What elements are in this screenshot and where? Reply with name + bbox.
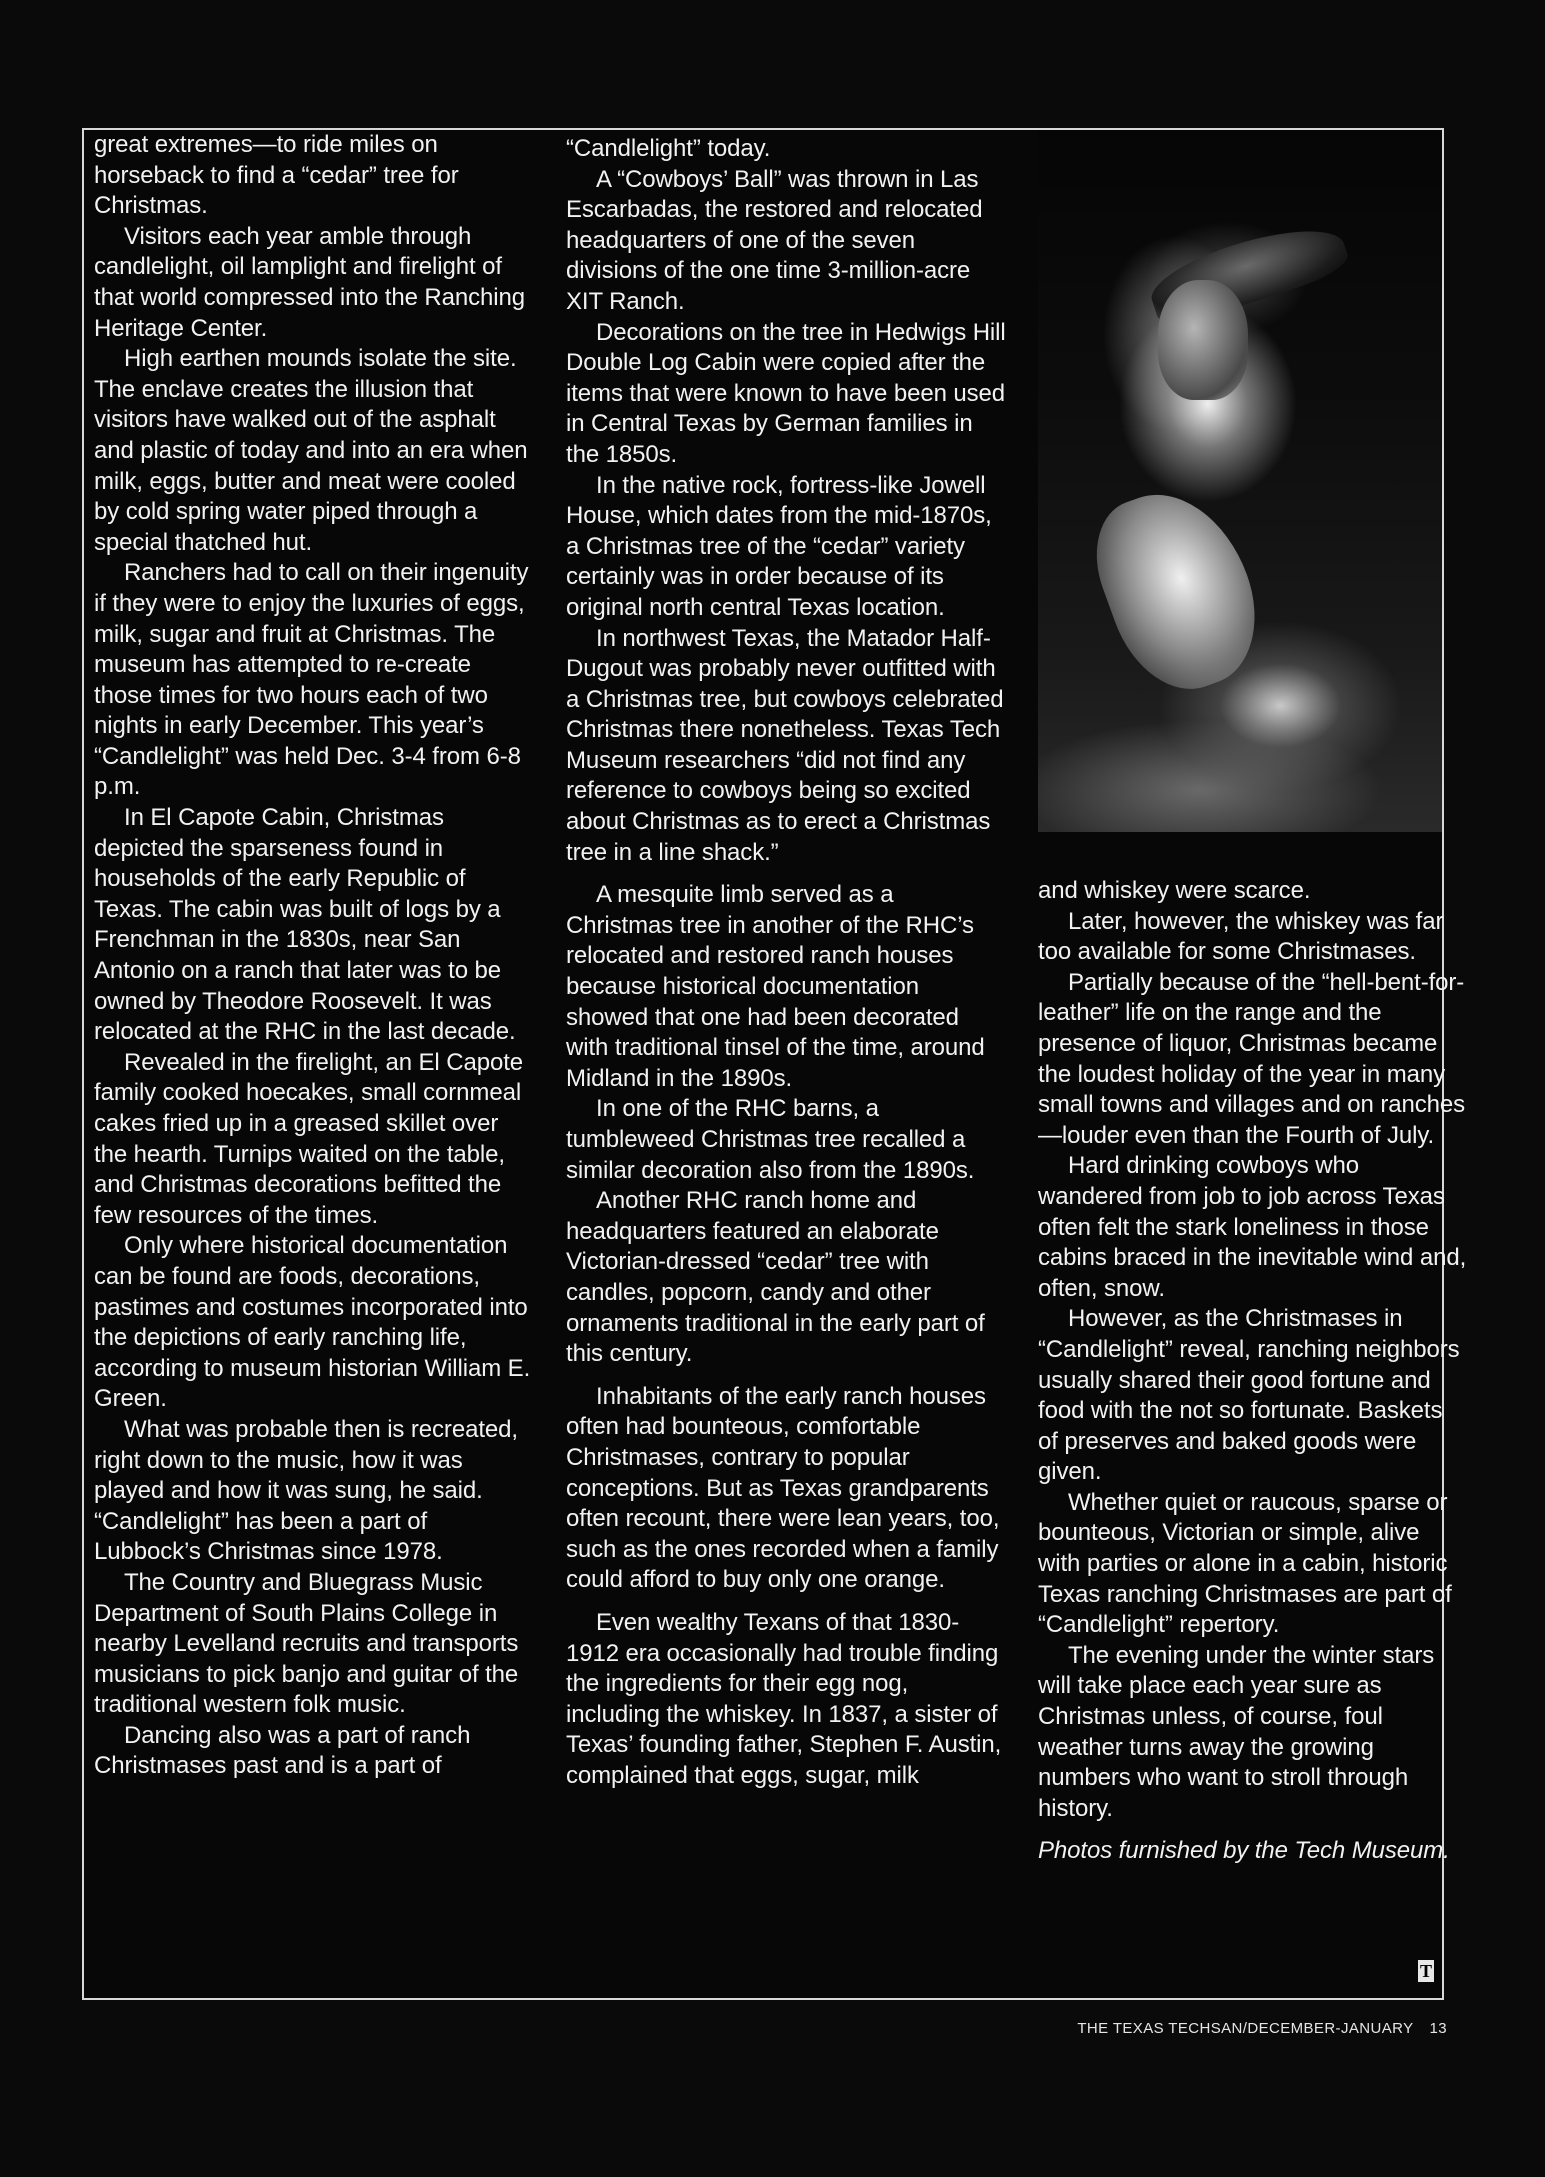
paragraph: Whether quiet or raucous, sparse or bounteous, Victorian or simple, alive with parties or alone in a cabin, historic Texas ranching Christmases are part of “Candlelight” repertory. bbox=[1038, 1488, 1452, 1639]
paragraph: great extremes—to ride miles on horseback to find a “cedar” tree for Christmas. bbox=[94, 131, 459, 220]
article-column-1 bbox=[94, 130, 534, 1782]
article-column-2 bbox=[566, 134, 1006, 1791]
publication-name: THE TEXAS TECHSAN/DECEMBER-JANUARY bbox=[1077, 2020, 1414, 2037]
paragraph: A “Cowboys’ Ball” was thrown in Las Escarbadas, the restored and relocated headquarters of one of the seven divisions of the one time 3-million-acre XIT Ranch. bbox=[566, 165, 983, 315]
paragraph: Even wealthy Texans of that 1830-1912 era occasionally had trouble finding the ingredients for their egg nog, including the whiskey. In 1837, a sister of Texas’ founding father, Stephen F. Austin, complained that eggs, sugar, milk bbox=[566, 1608, 1002, 1789]
paragraph: The evening under the winter stars will take place each year sure as Christmas unless, of course, foul weather turns away the growing numbers who want to stroll through history. bbox=[1038, 1641, 1435, 1822]
paragraph: Ranchers had to call on their ingenuity if they were to enjoy the luxuries of eggs, milk, sugar and fruit at Christmas. The museum has attempted to re-create those times for two hours each of two nights in early December. This year’s “Candlelight” was held Dec. 3-4 from 6-8 p.m. bbox=[94, 559, 529, 801]
paragraph: Decorations on the tree in Hedwigs Hill Double Log Cabin were copied after the items that were known to have been used in Central Texas by German families in the 1850s. bbox=[566, 318, 1006, 468]
paragraph: In one of the RHC barns, a tumbleweed Christmas tree recalled a similar decoration also from the 1890s. bbox=[566, 1095, 975, 1184]
face-shape bbox=[1158, 280, 1248, 400]
paragraph: In the native rock, fortress-like Jowell House, which dates from the mid-1870s, a Christmas tree of the “cedar” variety certainly was in order because of its original north central Texas location. bbox=[566, 471, 992, 621]
article-column-3 bbox=[1038, 876, 1468, 1867]
paragraph: Partially because of the “hell-bent-for-leather” life on the range and the presence of liquor, Christmas became the loudest holiday of the year in many small towns and villages and on ranches—louder even than the Fourth of July. bbox=[1038, 968, 1466, 1149]
paragraph: High earthen mounds isolate the site. The enclave creates the illusion that visitors have walked out of the asphalt and plastic of today and into an era when milk, eggs, butter and meat were cooled by cold spring water piped through a special thatched hut. bbox=[94, 345, 528, 556]
paragraph: Inhabitants of the early ranch houses often had bounteous, comfortable Christmases, contrary to popular conceptions. But as Texas grandparents often recount, there were lean years, too, such as the ones recorded when a family could afford to buy only one orange. bbox=[566, 1382, 1000, 1594]
paragraph: Another RHC ranch home and headquarters featured an elaborate Victorian-dressed “cedar” tree with candles, popcorn, candy and other ornaments traditional in the early part of this century. bbox=[566, 1187, 985, 1368]
paragraph: However, as the Christmases in “Candlelight” reveal, ranching neighbors usually shared their good fortune and food with the not so fortunate. Baskets of preserves and baked goods were given. bbox=[1038, 1305, 1460, 1486]
paragraph: Revealed in the firelight, an El Capote family cooked hoecakes, small cornmeal cakes fried up in a greased skillet over the hearth. Turnips waited on the table, and Christmas decorations befitted the few resources of the times. bbox=[94, 1048, 524, 1229]
paragraph: Dancing also was a part of ranch Christmases past and is a part of bbox=[94, 1721, 471, 1780]
paragraph: In El Capote Cabin, Christmas depicted the sparseness found in households of the early Republic of Texas. The cabin was built of logs by a Frenchman in the 1830s, near San Antonio on a ranch that later was to be owned by Theodore Roosevelt. It was relocated at the RHC in the last decade. bbox=[94, 804, 516, 1046]
paragraph: A mesquite limb served as a Christmas tree in another of the RHC’s relocated and restored ranch houses because historical documentation showed that one had been decorated with traditional tinsel of the time, around Midland in the 1890s. bbox=[566, 881, 985, 1092]
paragraph: What was probable then is recreated, right down to the music, how it was played and how it was sung, he said. “Candlelight” has been a part of Lubbock’s Christmas since 1978. bbox=[94, 1415, 518, 1566]
end-mark-logo: T bbox=[1419, 1961, 1432, 1981]
paragraph: Hard drinking cowboys who wandered from job to job across Texas often felt the stark loneliness in those cabins braced in the inevitable wind and, often, snow. bbox=[1038, 1152, 1467, 1302]
photo-credit: Photos furnished by the Tech Museum. bbox=[1038, 1837, 1450, 1865]
cowboy-photo bbox=[1038, 130, 1442, 832]
page-number: 13 bbox=[1429, 2020, 1447, 2037]
paragraph: and whiskey were scarce. bbox=[1038, 877, 1311, 904]
paragraph: Later, however, the whiskey was far too available for some Christmases. bbox=[1038, 907, 1444, 966]
lit-arm-shape bbox=[1078, 472, 1278, 708]
page-footer bbox=[1077, 2020, 1447, 2037]
paragraph: “Candlelight” today. bbox=[566, 135, 771, 162]
paragraph: Only where historical documentation can be found are foods, decorations, pastimes and costumes incorporated into the depictions of early ranching life, according to museum historian William E. Green. bbox=[94, 1232, 531, 1413]
paragraph: The Country and Bluegrass Music Department of South Plains College in nearby Levelland recruits and transports musicians to pick banjo and guitar of the traditional western folk music. bbox=[94, 1568, 519, 1719]
paragraph: In northwest Texas, the Matador Half-Dugout was probably never outfitted with a Christmas tree, but cowboys celebrated Christmas there nonetheless. Texas Tech Museum researchers “did not find any reference to cowboys being so excited about Christmas as to erect a Christmas tree in a line shack.” bbox=[566, 624, 1004, 866]
paragraph: Visitors each year amble through candlelight, oil lamplight and firelight of that world compressed into the Ranching Heritage Center. bbox=[94, 222, 526, 342]
